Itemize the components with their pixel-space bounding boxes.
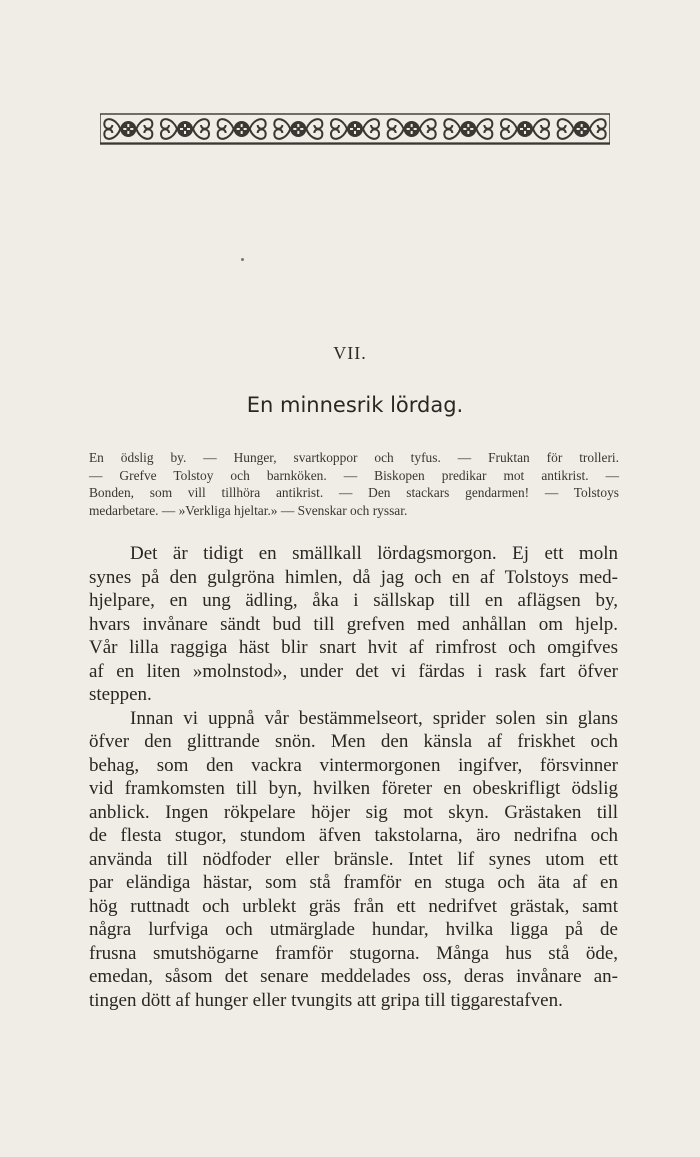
chapter-title: En minnesrik lördag. (246, 393, 464, 417)
ornament-motif (444, 119, 492, 139)
text-line: steppen. (89, 684, 152, 705)
text-line: de flesta stugor, stundom äfven takstolarna, äro nedrifna och (89, 825, 618, 846)
synopsis-line: — Grefve Tolstoy och barnköken. — Biskopen predikar mot antikrist. — (89, 467, 619, 483)
text-line: Det är tidigt en smällkall lördagsmorgon. Ej ett moln (130, 543, 618, 564)
text-line: emedan, såsom det senare meddelades oss, deras invånare an- (89, 966, 618, 987)
paragraph-1 (89, 542, 618, 707)
text-line: Vår lilla raggiga häst blir snart hvit af rimfrost och omgifves (89, 637, 618, 658)
text-line: vid framkomsten till byn, hvilken företer en obeskrifligt ödslig (89, 778, 618, 799)
text-line: anblick. Ingen rökpelare höjer sig mot skyn. Grästaken till (89, 801, 618, 823)
chapter-synopsis (89, 449, 619, 519)
paragraph-2 (89, 707, 618, 1013)
synopsis-line: Bonden, som vill tillhöra antikrist. — Den stackars gendarmen! — Tolstoys (89, 485, 619, 500)
decorative-header-ornament (100, 112, 610, 146)
text-line: par eländiga hästar, som stå framför en stuga och äta af en (89, 872, 618, 893)
text-line: af en liten »molnstod», under det vi färdas i rask fart öfver (89, 660, 618, 682)
ornament-motif (274, 119, 322, 139)
ornament-motif (104, 119, 152, 139)
text-line: Innan vi uppnå vår bestämmelseort, sprider solen sin glans (130, 707, 618, 729)
ornament-motif (218, 119, 266, 139)
text-line: hvars invånare sändt bud till grefven med anhållan om hjelp. (89, 613, 618, 635)
text-line: hög ruttnadt och urblekt gräs från ett nedrifvet grästak, samt (89, 895, 618, 917)
text-line: synes på den gulgröna himlen, då jag och en af Tolstoys med- (89, 566, 618, 588)
ornament-motif (331, 119, 379, 139)
text-line: hjelpare, en ung ädling, åka i sällskap till en aflägsen by, (89, 590, 618, 611)
print-speck (241, 258, 244, 261)
synopsis-line: En ödslig by. — Hunger, svartkoppor och tyfus. — Fruktan för trolleri. (89, 450, 619, 465)
chapter-number: VII. (333, 343, 367, 363)
text-line: tingen dött af hunger eller tvungits att gripa till tiggarestafven. (89, 989, 563, 1011)
ornament-motif (388, 119, 436, 139)
text-line: behag, som den vackra vintermorgonen ingifver, försvinner (89, 754, 618, 776)
ornament-motif (501, 119, 549, 139)
ornament-motif (161, 119, 209, 139)
text-line: några lurfviga och utmärglade hundar, hvilka ligga på de (89, 919, 618, 940)
ornament-band-image (100, 112, 610, 146)
body-text (89, 542, 618, 1012)
text-line: använda till nödfoder eller bränsle. Intet lif synes utom ett (89, 848, 618, 870)
synopsis-line: medarbetare. — »Verkliga hjeltar.» — Svenskar och ryssar. (89, 502, 408, 518)
text-line: frusna smutshögarne framför stugorna. Många hus stå öde, (89, 942, 618, 964)
text-line: öfver den glittrande snön. Men den känsla af friskhet och (89, 731, 618, 752)
ornament-motif (558, 119, 606, 139)
